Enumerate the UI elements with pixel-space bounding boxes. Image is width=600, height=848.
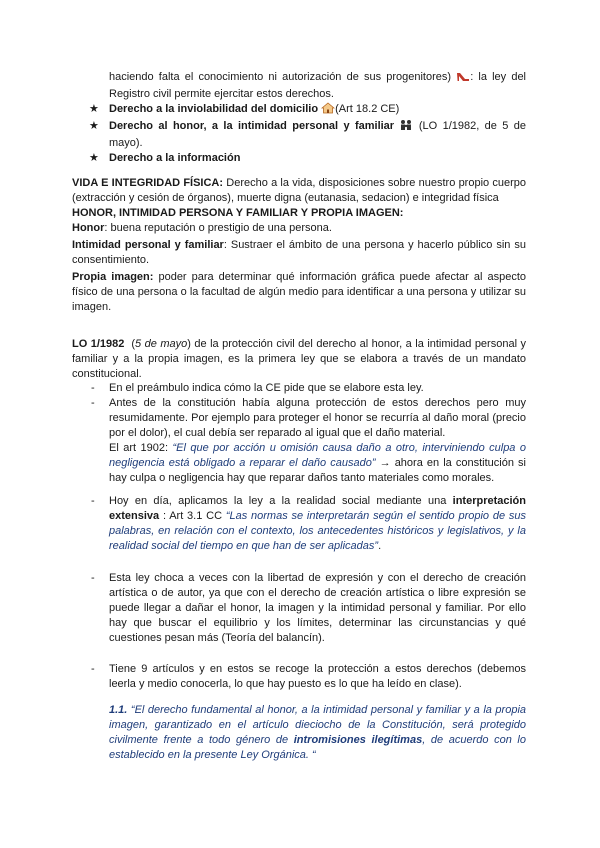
def-imagen: Propia imagen: poder para determinar qué información gráfica puede afectar al aspecto físico de una persona o la facultad de algún medio para identificar a una persona y utilizar su imagen. xyxy=(72,271,526,313)
star-item-informacion: ★ Derecho a la información xyxy=(89,152,241,164)
vida-section xyxy=(72,176,526,315)
bullet-preambulo: - En el preámbulo indica cómo la CE pide que se elabore esta ley. xyxy=(91,382,424,394)
vida-paragraph: VIDA E INTEGRIDAD FÍSICA: Derecho a la vida, disposiciones sobre nuestro propio cuerpo (extracción y cesión de órganos), muerte digna (eutanasia, sedacion) e integridad física xyxy=(72,177,526,204)
honor-heading: HONOR, INTIMIDAD PERSONA Y FAMILIAR Y PROPIA IMAGEN: xyxy=(72,207,404,219)
star-item-domicilio: ★ Derecho a la inviolabilidad del domicilio (Art 18.2 CE) xyxy=(72,102,526,119)
lo-paragraph: LO 1/1982 (5 de mayo) de la protección civil del derecho al honor, a la intimidad personal y familiar y a la propia imagen, es la primera ley que se elabora a través de un mandato constitucional. xyxy=(72,338,526,380)
star-item-honor: ★ Derecho al honor, a la intimidad personal y familiar (LO 1/1982, de 5 de mayo). xyxy=(89,120,527,149)
star-bullet-icon: ★ xyxy=(89,120,99,132)
bullet-list xyxy=(72,381,526,486)
lo-section xyxy=(72,337,526,382)
star-bullet-icon: ★ xyxy=(89,152,99,164)
family-icon xyxy=(399,119,413,136)
bullet-antes: - Antes de la constitución había alguna protección de estos derechos pero muy resumidamente. Por ejemplo para proteger el honor se recurría al daño moral (precio por el dolor), el cual debía ser reparado al igual que el daño material. El art 1902: “El que por acción u omisión causa daño a otro, interviniendo culpa o negligencia está obligado a reparar el daño causado” → ahora en la constitución si hay culpa o negligencia hay que reparar daños tanto materiales como morales. xyxy=(91,397,526,484)
house-icon xyxy=(321,102,335,119)
high-heel-icon xyxy=(456,70,470,87)
bullet-articulos: - Tiene 9 artículos y en estos se recoge la protección a estos derechos (debemos leerla y medio conocerla, lo que hay puesto es lo que ha leído en clase). xyxy=(91,663,526,690)
bullet-choca: - Esta ley choca a veces con la libertad de expresión y con el derecho de creación artística o de autor, ya que con el derecho de creación artística o libre expresión se puede llegar a dañar el honor, la imagen y la intimidad personal y familiar. Por ello hay que buscar el equilibrio y los límites, determinar las circunstancias y qué cuestiones pesan más (Teoría del balancín). xyxy=(91,572,526,644)
article-quote: 1.1. “El derecho fundamental al honor, a la intimidad personal y familiar y a la propia imagen, garantizado en el artículo dieciocho de la Constitución, será protegido civilmente frente a todo género de intromisiones ilegítimas, de acuerdo con lo establecido en la presente Ley Orgánica. “ xyxy=(109,704,526,761)
continued-paragraph: haciendo falta el conocimiento ni autorización de sus progenitores) : la ley del Registro civil permite ejercitar estos derechos. xyxy=(109,71,527,100)
def-intimidad: Intimidad personal y familiar: Sustraer el ámbito de una persona y hacerlo público sin su consentimiento. xyxy=(72,239,526,266)
def-honor: Honor: buena reputación o prestigio de una persona. xyxy=(72,222,332,234)
bullet-hoy: - Hoy en día, aplicamos la ley a la realidad social mediante una interpretación extensiva : Art 3.1 CC “Las normas se interpretarán según el sentido propio de sus palabras, en relación con el contexto, los antecedentes históricos y legislativos, y la realidad social del tiempo en que han de ser aplicadas”. xyxy=(91,495,526,552)
star-bullet-icon: ★ xyxy=(89,103,99,115)
rights-list-section xyxy=(72,70,526,166)
